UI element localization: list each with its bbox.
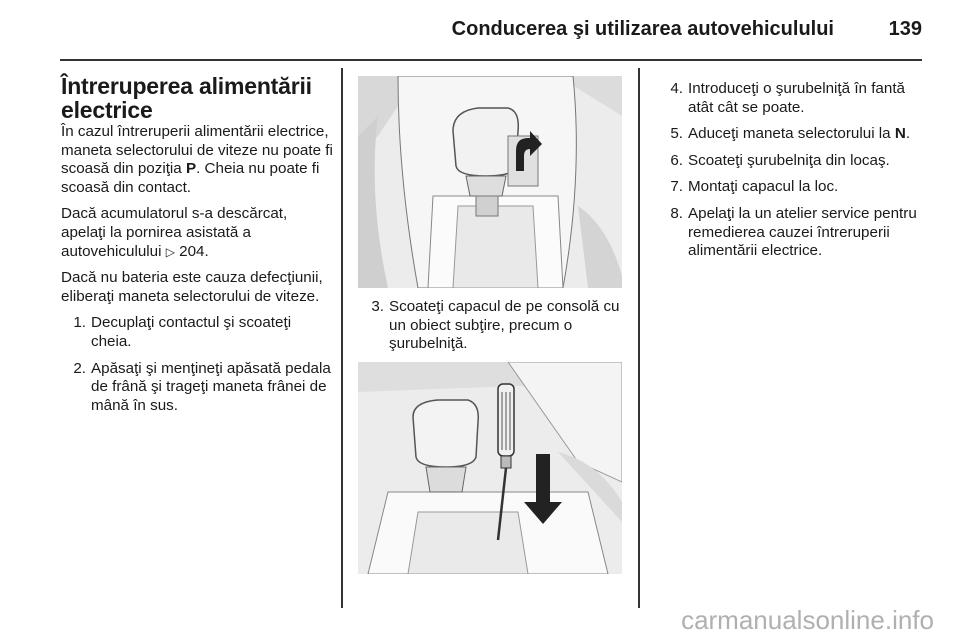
section-heading: Întreruperea alimentării electrice bbox=[61, 73, 312, 123]
list-item bbox=[662, 152, 924, 171]
p1-text-a: În cazul întreruperii alimentării electrice, maneta selectorului de viteze nu poate fi scoasă din poziţia bbox=[61, 123, 333, 178]
watermark: carmanualsonline.info bbox=[681, 605, 934, 635]
list-item bbox=[358, 298, 624, 354]
step-text bbox=[688, 125, 924, 144]
list-item bbox=[662, 205, 924, 261]
column-divider-right bbox=[638, 68, 640, 608]
page-reference-icon[interactable]: ▷ bbox=[165, 244, 175, 259]
column-1 bbox=[61, 74, 333, 423]
list-item bbox=[662, 80, 924, 117]
step-text: Decuplaţi contactul şi scoateţi cheia. bbox=[91, 314, 292, 350]
step-text: Scoateţi capacul de pe consolă cu un obiect subţire, precum o şurubelniţă. bbox=[389, 298, 620, 353]
p1-gear-p: P bbox=[185, 160, 197, 178]
step-text: Apăsaţi şi menţineţi apăsată pedala de frână şi trageţi maneta frânei de mână în sus. bbox=[91, 359, 331, 414]
step-text: Introduceţi o şurubelniţă în fantă atât cât se poate. bbox=[688, 80, 905, 116]
paragraph-release-lever: Dacă nu bateria este cauza defecţiunii, eliberaţi maneta selectorului de viteze. bbox=[61, 269, 323, 305]
step-number: 5. bbox=[670, 125, 683, 143]
screwdriver-insertion-illustration bbox=[358, 362, 622, 574]
page-number: 139 bbox=[888, 18, 922, 40]
step-5-text-a: Aduceţi maneta selectorului la bbox=[688, 125, 895, 143]
list-item bbox=[61, 360, 333, 416]
step-number: 4. bbox=[670, 80, 683, 97]
p2-text-a: Dacă acumulatorul s-a descărcat, apelaţi la pornirea asistată a autovehiculului bbox=[61, 205, 288, 260]
column-3 bbox=[662, 80, 924, 269]
gear-lever-cover-illustration bbox=[358, 76, 622, 288]
step-text: Montaţi capacul la loc. bbox=[688, 178, 839, 196]
page-header-title: Conducerea şi utilizarea autovehiculului bbox=[451, 18, 834, 40]
step-text: Scoateţi şurubelniţa din locaş. bbox=[688, 151, 890, 169]
step-number: 2. bbox=[73, 359, 86, 377]
column-divider-left bbox=[341, 68, 343, 608]
step-number: 1. bbox=[73, 314, 86, 332]
step-number: 3. bbox=[371, 298, 384, 315]
page-reference-link[interactable]: 204. bbox=[174, 242, 209, 260]
steps-list-1 bbox=[61, 314, 333, 415]
list-item bbox=[662, 125, 924, 144]
column-2 bbox=[358, 74, 624, 574]
step-number: 7. bbox=[670, 178, 683, 196]
step-number: 6. bbox=[670, 151, 683, 169]
list-item bbox=[61, 314, 333, 351]
step-5-gear-n: N bbox=[894, 125, 906, 143]
list-item bbox=[662, 178, 924, 197]
step-number: 8. bbox=[670, 204, 683, 222]
step-text: Apelaţi la un atelier service pentru remedierea cauzei întreruperii alimentării electrice. bbox=[688, 204, 917, 260]
step-5-text-b: . bbox=[905, 125, 911, 143]
paragraph-power-failure bbox=[61, 123, 333, 197]
paragraph-battery bbox=[61, 205, 333, 261]
p1-text-b: . Cheia nu poate fi scoasă din contact. bbox=[61, 160, 320, 196]
header-rule bbox=[60, 59, 922, 61]
